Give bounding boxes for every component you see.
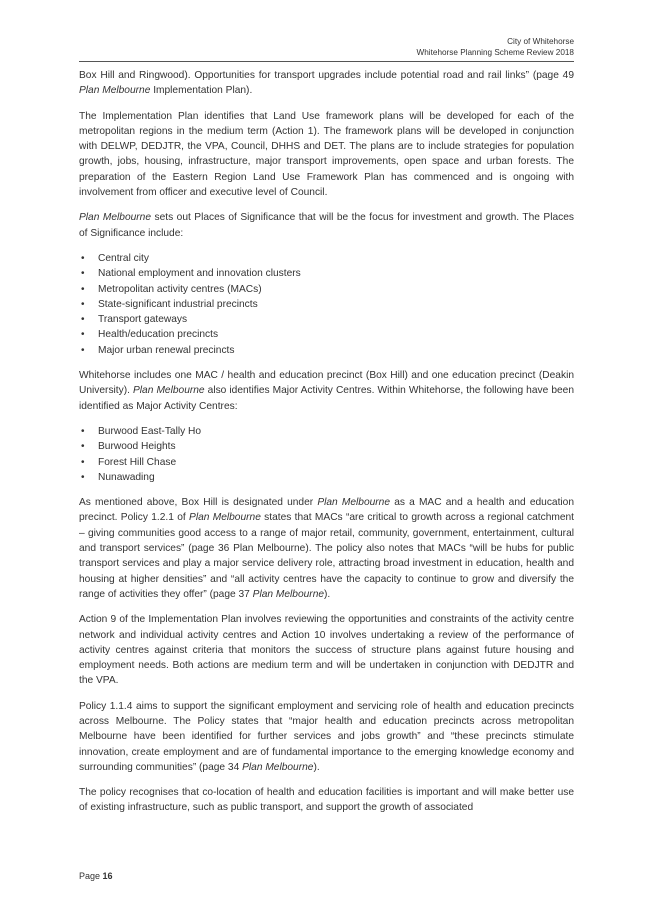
page-number: 16 xyxy=(102,871,113,881)
paragraph-1: Box Hill and Ringwood). Opportunities for transport upgrades include potential road and rail links” (page 49 Plan Melbourne Implementation Plan). xyxy=(79,70,574,97)
paragraph-3: Plan Melbourne sets out Places of Significance that will be the focus for investment and growth. The Places of Significance include: xyxy=(79,212,575,239)
bullet-icon: • xyxy=(81,314,85,326)
page-label: Page xyxy=(79,871,103,881)
list-item: • State-significant industrial precincts xyxy=(79,297,574,312)
bullet-icon: • xyxy=(81,344,85,356)
bullet-icon: • xyxy=(81,329,85,341)
page-header xyxy=(417,36,574,58)
paragraph-7: Policy 1.1.4 aims to support the significant employment and servicing role of health and education precincts across Melbourne. The Policy states that “major health and education precincts across metropolitan Melbourne have been identified for further services and jobs growth” and “these precincts stimulate innovation, create employment and are of fundamental importance to the emerging knowledge economy and surrounding communities” (page 34 Plan Melbourne). xyxy=(79,700,574,773)
bullet-icon: • xyxy=(81,471,85,483)
paragraph-2: The Implementation Plan identifies that Land Use framework plans will be developed for each of the metropolitan regions in the medium term (Action 1). The framework plans will be developed in conjunction with DELWP, DEDJTR, the VPA, Council, DHHS and DET. The plans are to include strategies for population growth, jobs, housing, infrastructure, major transport improvements, open space and urban forests. The preparation of the Eastern Region Land Use Framework Plan has commenced and is ongoing with involvement from officer and executive level of Council. xyxy=(79,110,574,199)
paragraph-8: The policy recognises that co-location of health and education facilities is important and will make better use of existing infrastructure, such as public transport, and support the growth of associated xyxy=(79,787,574,814)
header-org: City of Whitehorse xyxy=(507,37,574,46)
page-body xyxy=(79,68,574,826)
list-item: • Nunawading xyxy=(79,470,574,485)
bullet-icon: • xyxy=(81,456,85,468)
header-divider xyxy=(79,61,574,62)
paragraph-4: Whitehorse includes one MAC / health and education precinct (Box Hill) and one education precinct (Deakin University). Plan Melbourne also identifies Major Activity Centres. Within Whitehorse, the following have been identified as Major Activity Centres: xyxy=(79,370,574,412)
list-item: • Transport gateways xyxy=(79,312,574,327)
bullet-icon: • xyxy=(81,283,85,295)
list-item: • Metropolitan activity centres (MACs) xyxy=(79,282,574,297)
list-item: • Major urban renewal precincts xyxy=(79,343,574,358)
list-item: • Forest Hill Chase xyxy=(79,455,574,470)
list-item: • Burwood Heights xyxy=(79,439,574,454)
bullet-icon: • xyxy=(81,441,85,453)
bullet-icon: • xyxy=(81,268,85,280)
page-footer xyxy=(79,871,113,881)
list-item: • National employment and innovation clusters xyxy=(79,266,574,281)
list-item: • Health/education precincts xyxy=(79,327,574,342)
header-doc-title: Whitehorse Planning Scheme Review 2018 xyxy=(416,48,574,57)
bullet-icon: • xyxy=(81,298,85,310)
places-of-significance-list xyxy=(79,251,574,358)
list-item: • Central city xyxy=(79,251,574,266)
paragraph-5: As mentioned above, Box Hill is designated under Plan Melbourne as a MAC and a health and education precinct. Policy 1.2.1 of Plan Melbourne states that MACs “are critical to growth across a regional catchment – giving communities good access to a range of major retail, community, government, entertainment, cultural and transport services” (page 36 Plan Melbourne). The policy also notes that MACs “will be hubs for public transport services and play a major service delivery role, attracting broad investment in education, health and housing at higher densities” and “all activity centres have the capacity to continue to grow and diversify the range of activities they offer” (page 37 Plan Melbourne). xyxy=(79,497,575,600)
list-item: • Burwood East-Tally Ho xyxy=(79,424,574,439)
bullet-icon: • xyxy=(81,252,85,264)
bullet-icon: • xyxy=(81,425,85,437)
major-activity-centres-list xyxy=(79,424,574,485)
paragraph-6: Action 9 of the Implementation Plan involves reviewing the opportunities and constraints of the activity centre network and individual activity centres and Action 10 involves undertaking a review of the performance of activity centres against criteria that monitors the success of structure plans against future housing and employment needs. Both actions are medium term and will be undertaken in conjunction with DEDJTR and the VPA. xyxy=(79,614,574,687)
